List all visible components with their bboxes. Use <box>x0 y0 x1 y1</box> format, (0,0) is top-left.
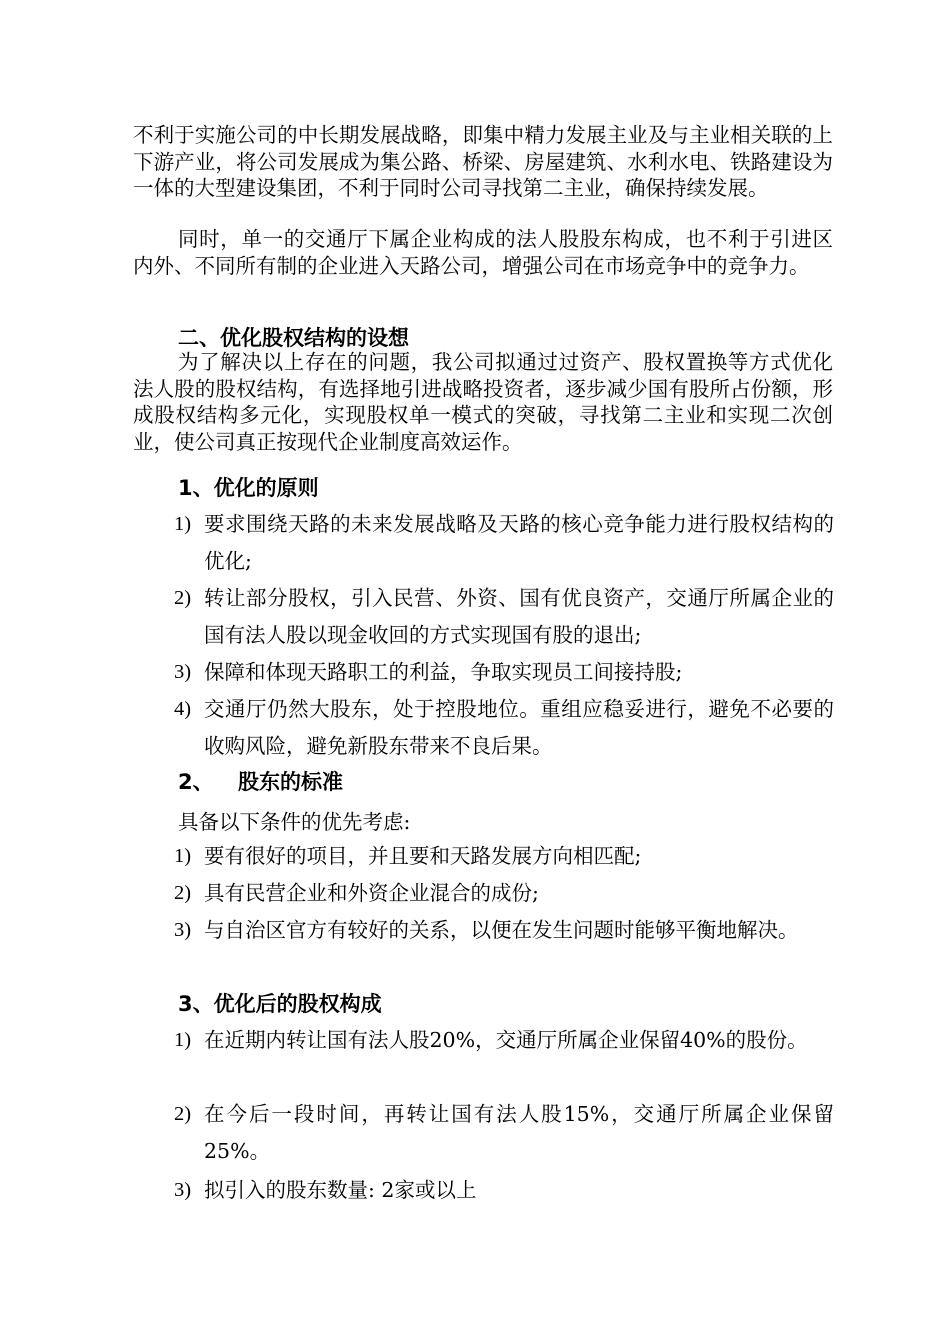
section-heading: 二、优化股权结构的设想 <box>178 326 409 350</box>
list-item <box>174 1022 834 1059</box>
subheading-principles: 1、优化的原则 <box>178 476 319 500</box>
paragraph-solution: 为了解决以上存在的问题，我公司拟通过过资产、股权置换等方式优化法人股的股权结构，有选择地引进战略投资者，逐步减少国有股所占份额，形成股权结构多元化，实现股权单一模式的突破，寻找第二主业和实现二次创业，使公司真正按现代企业制度高效运作。 <box>133 350 833 454</box>
paragraph-competition: 同时，单一的交通厅下属企业构成的法人股股东构成，也不利于引进区内外、不同所有制的企业进入天路公司，增强公司在市场竞争中的竞争力。 <box>133 227 833 278</box>
list-number: 1) <box>174 513 192 535</box>
list-item <box>174 838 834 875</box>
list-text: 拟引入的股东数量: 2家或以上 <box>204 1178 477 1202</box>
list-number: 4) <box>174 698 192 720</box>
list-text: 保障和体现天路职工的利益，争取实现员工间接持股; <box>204 660 683 684</box>
list-number: 1) <box>174 845 192 867</box>
criteria-intro: 具备以下条件的优先考虑: <box>178 810 411 834</box>
list-item <box>174 691 834 765</box>
list-item <box>174 1096 834 1170</box>
list-number: 1) <box>174 1029 192 1051</box>
subheading-post-structure: 3、优化后的股权构成 <box>178 992 382 1016</box>
list-text: 具有民营企业和外资企业混合的成份; <box>204 881 539 905</box>
list-number: 2) <box>174 587 192 609</box>
list-item <box>174 654 834 691</box>
list-text: 转让部分股权，引入民营、外资、国有优良资产，交通厅所属企业的国有法人股以现金收回的方式实现国有股的退出; <box>204 586 834 647</box>
list-text: 在今后一段时间，再转让国有法人股15%，交通厅所属企业保留25%。 <box>204 1102 834 1163</box>
list-item <box>174 875 834 912</box>
paragraph-strategy: 不利于实施公司的中长期发展战略，即集中精力发展主业及与主业相关联的上下游产业，将公司发展成为集公路、桥梁、房屋建筑、水利水电、铁路建设为一体的大型建设集团，不利于同时公司寻找第二主业，确保持续发展。 <box>133 123 833 200</box>
list-text: 在近期内转让国有法人股20%，交通厅所属企业保留40%的股份。 <box>204 1028 808 1052</box>
list-item <box>174 1172 834 1209</box>
list-text: 交通厅仍然大股东，处于控股地位。重组应稳妥进行，避免不必要的收购风险，避免新股东带来不良后果。 <box>204 697 834 758</box>
list-number: 3) <box>174 1179 192 1201</box>
list-number: 3) <box>174 919 192 941</box>
list-item <box>174 506 834 580</box>
list-number: 2) <box>174 882 192 904</box>
list-text: 要求围绕天路的未来发展战略及天路的核心竞争能力进行股权结构的优化; <box>204 512 834 573</box>
heading-text: 股东的标准 <box>238 770 343 794</box>
list-item <box>174 912 834 949</box>
list-number: 2) <box>174 1103 192 1125</box>
subheading-shareholder-criteria <box>178 768 343 796</box>
list-text: 与自治区官方有较好的关系，以便在发生问题时能够平衡地解决。 <box>204 918 799 942</box>
list-number: 3) <box>174 661 192 683</box>
list-item <box>174 580 834 654</box>
list-text: 要有很好的项目，并且要和天路发展方向相匹配; <box>204 844 642 868</box>
heading-number: 2、 <box>178 770 214 794</box>
